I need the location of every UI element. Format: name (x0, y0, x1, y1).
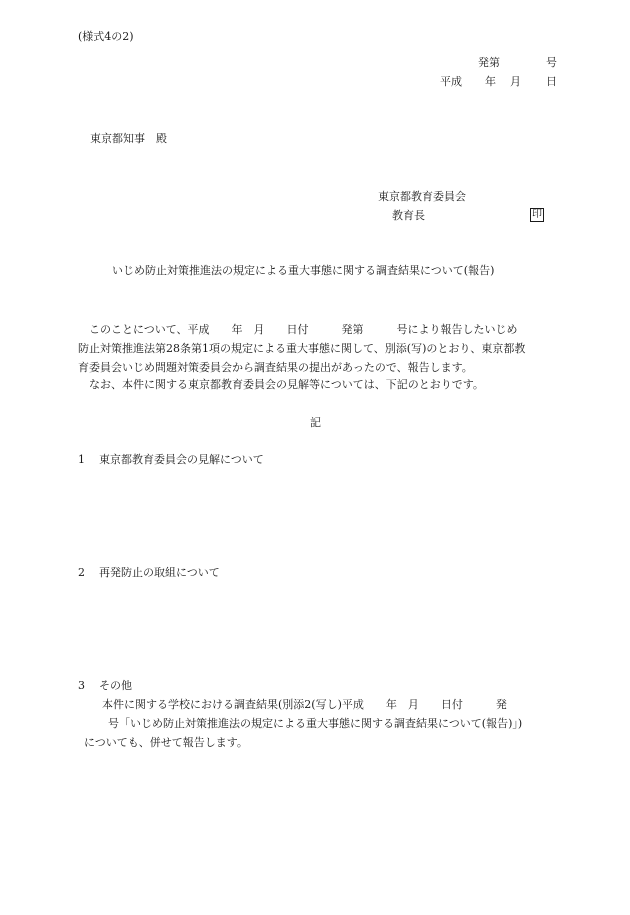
date-year-unit: 年 (485, 75, 496, 88)
subject: いじめ防止対策推進法の規定による重大事態に関する調査結果について(報告) (112, 264, 495, 277)
form-label: (様式4の2) (78, 30, 134, 43)
seal-stamp: 印 (532, 209, 542, 220)
section-number: 2 (78, 566, 85, 579)
section-number: 3 (78, 679, 85, 692)
number-prefix: 発第 (478, 56, 500, 69)
sender-organization: 東京都教育委員会 (378, 190, 466, 203)
ki-heading: 記 (310, 416, 321, 429)
number-suffix: 号 (546, 56, 557, 69)
body-line: このことについて、平成 年 月 日付 発第 号により報告したいじめ (89, 323, 518, 336)
body-line: なお、本件に関する東京都教育委員会の見解等については、下記のとおりです。 (89, 378, 484, 391)
seal-mark (530, 207, 544, 222)
date-day-unit: 日 (546, 75, 557, 88)
addressee: 東京都知事 殿 (90, 132, 167, 145)
body-paragraph-2 (78, 375, 558, 394)
body-line: 防止対策推進法第28条第1項の規定による重大事態に関して、別添(写)のとおり、東京都教 (78, 342, 526, 355)
other-line-3: についても、併せて報告します。 (84, 736, 248, 749)
other-line-1: 本件に関する学校における調査結果(別添2(写し)平成 年 月 日付 発 (102, 698, 507, 711)
section-number: 1 (78, 453, 85, 466)
section-2-heading (78, 566, 220, 581)
date-month-unit: 月 (510, 75, 521, 88)
section-title: 再発防止の取組について (99, 566, 220, 579)
section-3-heading (78, 679, 132, 694)
section-1-heading (78, 453, 264, 468)
date-era: 平成 (440, 75, 462, 88)
other-line-2: 号「いじめ防止対策推進法の規定による重大事態に関する調査結果について(報告)」) (108, 717, 523, 730)
body-line: 育委員会いじめ問題対策委員会から調査結果の提出があったので、報告します。 (78, 361, 473, 374)
section-title: 東京都教育委員会の見解について (99, 453, 264, 466)
section-title: その他 (99, 679, 132, 692)
body-paragraph-1 (78, 320, 558, 377)
sender-title: 教育長 (392, 209, 425, 222)
document-number (478, 56, 500, 71)
